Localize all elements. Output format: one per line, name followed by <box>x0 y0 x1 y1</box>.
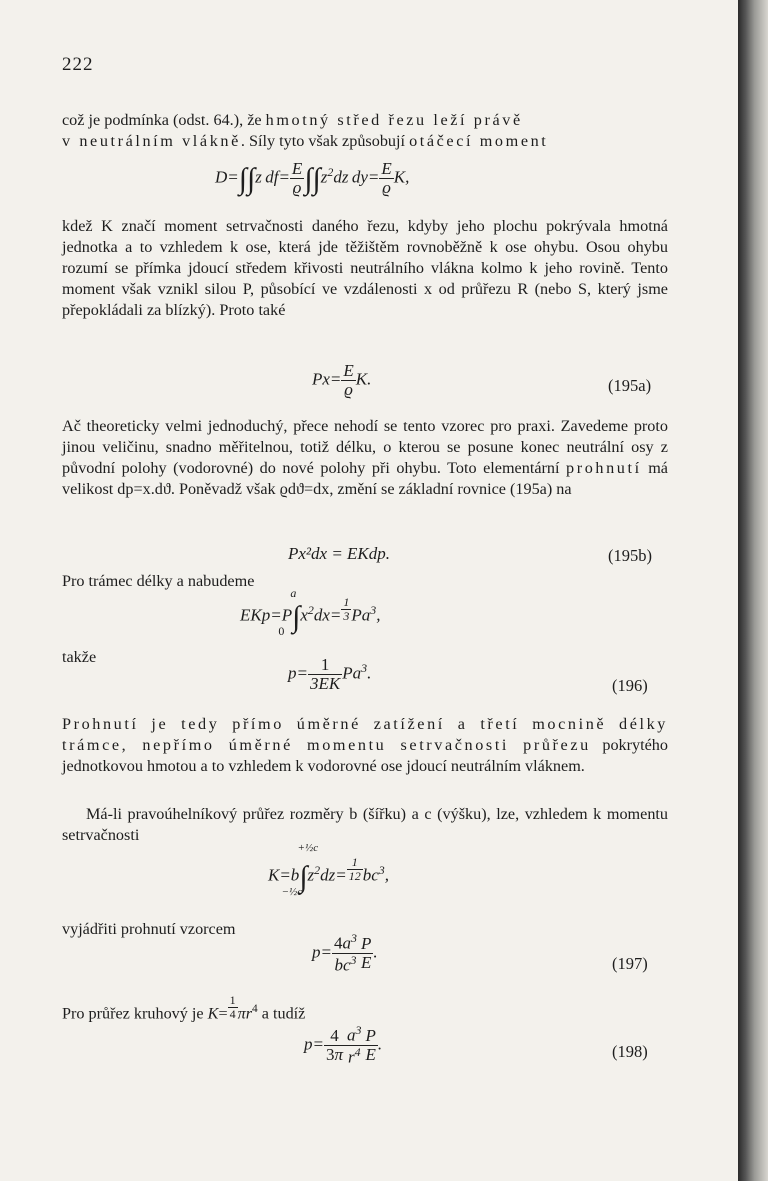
label-tudiz: a tudíž <box>261 1004 306 1023</box>
label-takze: takže <box>62 648 97 666</box>
paragraph-4-emphasis: Prohnutí je tedy přímo úměrné zatížení a třetí mocnině délky trámce, nepřímo úměrné momentu setrvačnosti průřezu <box>62 715 668 754</box>
page-number: 222 <box>62 54 94 75</box>
equation-196: p= $\frac{1}{3EK}$ Pa$^3$. <box>288 655 372 693</box>
equation-number-195a: (195a) <box>608 376 652 395</box>
equation-moment-d: D=∫∫z df= $\frac{E}{ϱ}$ $\int\int z^2dz$ dy= $\frac{E}{ϱ}$ K, <box>215 159 410 197</box>
paragraph-2: kdež K značí moment setrvačnosti daného řezu, kdyby jeho plochu pokrývala hmotná jednotka a to vzhledem k ose, která jde těžištěm rovnoběžně k ose ohybu. Osou ohybu rozumí se přímka jdoucí středem křivosti neutrálního vlákna kolmo k jeho rovině. Tento moment však vznikl silou P, působící ve vzdálenosti x od průřezu R (nebo S, který jsme přepokládali za blízký). Proto také <box>62 217 668 319</box>
equation-195a: Px= $\frac{E}{ϱ}$ K. <box>312 361 372 399</box>
book-binding-edge <box>738 0 768 1181</box>
equation-197: p= $\frac{4a^3}{bc^3}$ $\frac{P}{E}$ . <box>312 931 378 975</box>
equation-number-195b: (195b) <box>608 546 652 565</box>
label-pro-tramec: Pro trámec délky a nabudeme <box>62 572 255 590</box>
equation-198: p= $\frac{4}{3\pi}$ $\frac{a^3}{r^4}$ $\frac{P}{E}$ . <box>304 1023 383 1067</box>
integral-upper-half-c: +½c <box>297 841 319 854</box>
paragraph-3-text-a: Ač theoreticky velmi jednoduchý, přece nehodí se tento vzorec pro praxi. Zavedeme proto jinou veličinu, snadno měřitelnou, totiž délku, o kterou se posune konec neutrální osy z původní polohy (vodorovné) do nové polohy při ohybu. Toto elementární <box>62 417 668 477</box>
paragraph-3-text-b: má velikost dp=x.dϑ. Poněvadž však ϱdϑ=dx, změní se základní rovnice (195a) na <box>62 459 668 498</box>
equation-number-198: (198) <box>612 1042 648 1061</box>
paragraph-5: Má-li pravoúhelníkový průřez rozměry b (šířku) a c (výšku), lze, vzhledem k momentu setrvačnosti <box>62 805 668 844</box>
paragraph-4-text: pokrytého jednotkovou hmotou a to vzhledem k vodorovné ose jdoucí neutrálním vláknem. <box>62 736 668 775</box>
paragraph-3-emphasis: prohnutí <box>566 459 642 477</box>
integral-upper-a: a <box>290 585 297 600</box>
equation-ekp: EKp=P∫ a 0 $x^2dx=$ $\frac{1}{3}$ Pa$^3$, <box>240 585 381 638</box>
paragraph-4 <box>62 714 668 777</box>
paragraph-1-emphasis-b: v neutrálním vlákně <box>62 132 241 150</box>
paragraph-1-emphasis-c: otáčecí moment <box>409 132 549 150</box>
integral-lower-0: 0 <box>278 623 285 638</box>
paragraph-3 <box>62 416 668 500</box>
paragraph-1-emphasis-a: hmotný střed řezu leží právě <box>265 111 523 129</box>
label-pro-prurez: Pro průřez kruhový je K= $\frac{1}{4}$ $\pi r^4$ a tudíž <box>62 993 306 1023</box>
label-pro-prurez-text: Pro průřez kruhový je <box>62 1004 204 1023</box>
paragraph-1-text-b: . Síly tyto však způsobují <box>240 132 410 150</box>
equation-number-197: (197) <box>612 954 648 973</box>
paragraph-1 <box>62 110 668 152</box>
equation-195b: Px²dx = EKdp. <box>288 544 391 563</box>
equation-k: K=b∫ +½c −½c $z^2dz=$ $\frac{1}{12}$ $bc^3$, <box>268 841 389 898</box>
integral-lower-half-c: −½c <box>281 885 303 898</box>
label-vyjadriti: vyjádřiti prohnutí vzorcem <box>62 920 236 938</box>
equation-number-196: (196) <box>612 676 648 695</box>
paragraph-1-text-a: což je podmínka (odst. 64.), že <box>62 111 266 129</box>
